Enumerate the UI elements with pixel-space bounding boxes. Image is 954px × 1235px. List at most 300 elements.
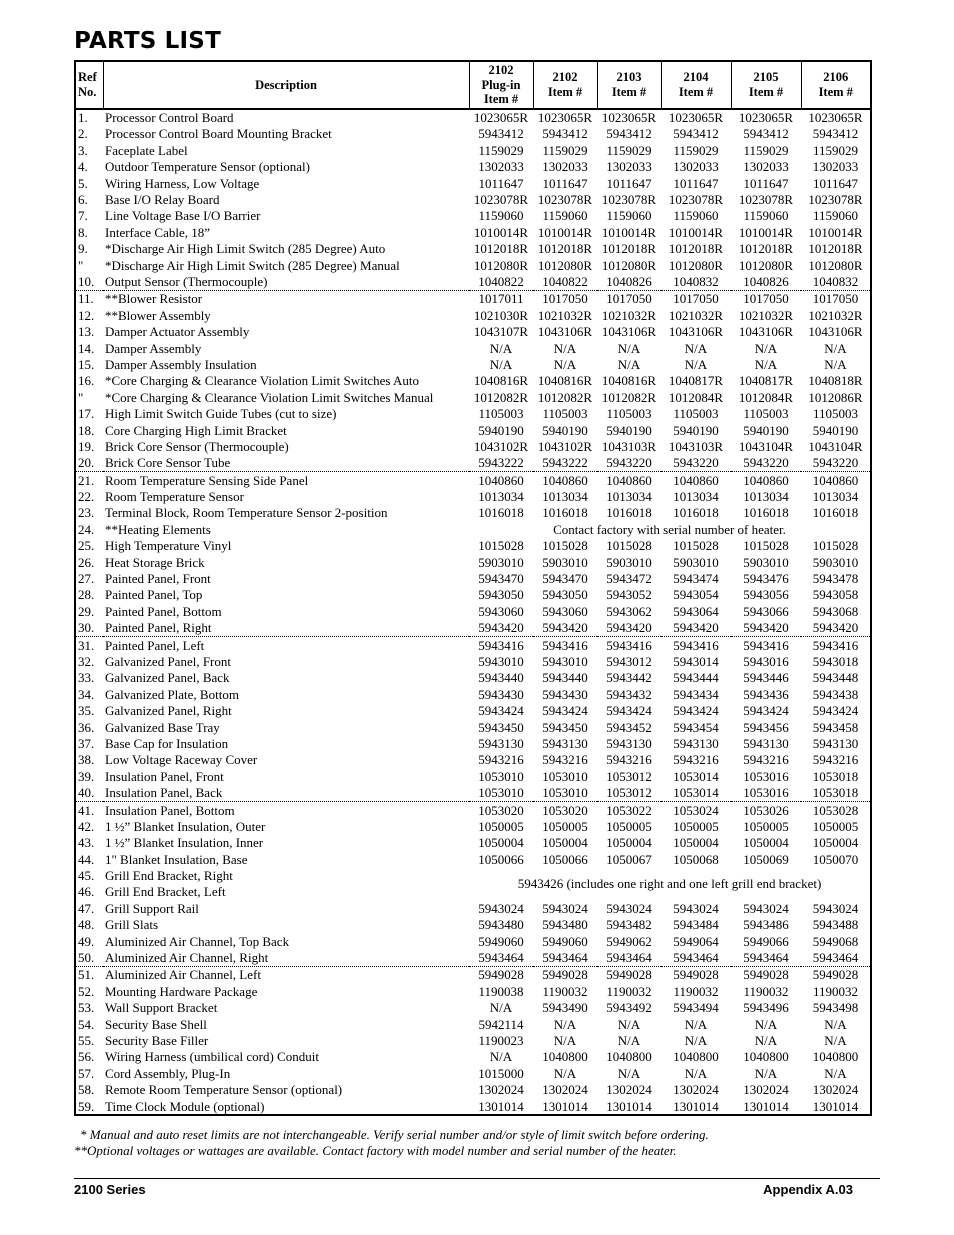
item-number-cell: 1053020 <box>478 802 524 818</box>
ref-no-cell: 22. <box>78 489 95 505</box>
item-number-cell: 1159029 <box>478 142 524 158</box>
item-number-cell: 5943424 <box>673 703 719 719</box>
item-number-cell: 5943220 <box>597 455 661 472</box>
item-number-cell: 5943420 <box>661 620 731 637</box>
table-row <box>75 273 871 290</box>
ref-no-cell: 34. <box>78 686 95 702</box>
description-cell: Security Base Filler <box>105 1032 209 1048</box>
item-number-cell: 5943420 <box>801 620 871 637</box>
item-number-cell: 5943494 <box>673 1000 719 1016</box>
item-number-cell: 5943054 <box>673 587 719 603</box>
item-number-cell: N/A <box>824 1016 847 1032</box>
item-number-cell: 1302033 <box>478 159 524 175</box>
item-number-cell: N/A <box>824 1032 847 1048</box>
item-number-cell: 5943412 <box>606 126 652 142</box>
table-row <box>75 835 871 851</box>
description-cell: Faceplate Label <box>105 142 188 158</box>
ref-no-cell: 53. <box>78 1000 95 1016</box>
item-number-cell: 5943412 <box>478 126 524 142</box>
item-number-cell: 5903010 <box>478 554 524 570</box>
table-row <box>75 603 871 619</box>
item-number-cell: 1050005 <box>542 818 588 834</box>
item-number-cell: 5943018 <box>812 653 859 669</box>
item-number-cell: 5943216 <box>606 752 652 768</box>
description-cell: Brick Core Sensor Tube <box>103 455 469 472</box>
item-number-cell: N/A <box>489 1000 513 1016</box>
item-number-cell: 5943450 <box>542 719 588 735</box>
ref-no-cell: 33. <box>78 670 95 686</box>
item-number-cell: 1302024 <box>743 1082 789 1098</box>
description-cell: *Discharge Air High Limit Switch (285 Degree) Manual <box>105 257 400 273</box>
table-row <box>75 422 871 438</box>
item-number-cell: 5943470 <box>542 571 588 587</box>
table-row <box>75 818 871 834</box>
ref-no-cell: 30. <box>75 620 103 637</box>
item-number-cell: 5940190 <box>812 422 859 438</box>
item-number-cell: 5943464 <box>661 949 731 966</box>
footnote-limits: * Manual and auto reset limits are not interchangeable. Verify serial number and/or style of limit switch before ordering. <box>80 1127 709 1142</box>
item-number-cell: 5943012 <box>606 653 652 669</box>
description-cell: Terminal Block, Room Temperature Sensor 2-position <box>105 505 388 521</box>
table-row <box>75 620 871 637</box>
item-number-cell: 5943068 <box>812 603 859 619</box>
item-number-cell: 5949062 <box>606 933 652 949</box>
table-row <box>75 949 871 966</box>
ref-no-cell: 5. <box>78 175 88 191</box>
table-row <box>75 208 871 224</box>
item-number-cell: 5943480 <box>478 917 524 933</box>
item-number-cell: 1053020 <box>542 802 588 818</box>
item-number-cell: 5943424 <box>743 703 789 719</box>
item-number-cell: 1021032R <box>601 307 657 323</box>
item-number-cell: 1053028 <box>812 802 859 818</box>
item-number-cell: 1053016 <box>743 768 789 784</box>
description-cell: Painted Panel, Front <box>105 571 211 587</box>
ref-no-cell: " <box>78 257 84 273</box>
header-2105: 2105 Item # <box>731 61 801 109</box>
item-number-cell: 1021032R <box>808 307 863 323</box>
item-number-cell: 5943412 <box>673 126 719 142</box>
item-number-cell: 1050004 <box>606 835 652 851</box>
ref-no-cell: 14. <box>78 340 95 356</box>
description-cell: Damper Assembly Insulation <box>105 356 257 372</box>
ref-no-cell: 23. <box>78 505 95 521</box>
item-number-cell: 1105003 <box>478 406 524 422</box>
item-number-cell: 1050004 <box>542 835 588 851</box>
parts-table-container <box>74 60 868 1116</box>
table-row <box>75 1016 871 1032</box>
item-number-cell: 1016018 <box>478 505 524 521</box>
ref-no-cell: 21. <box>78 472 95 488</box>
item-number-cell: 5943492 <box>606 1000 652 1016</box>
item-number-cell: 1012084R <box>738 389 794 405</box>
item-number-cell: 1011647 <box>606 175 652 191</box>
table-row <box>75 373 871 389</box>
ref-no-cell: 17. <box>78 406 95 422</box>
item-number-cell: 5943220 <box>661 455 731 472</box>
item-number-cell: 1043104R <box>738 438 794 454</box>
item-number-cell: 1017011 <box>478 291 524 307</box>
item-number-cell: 5943438 <box>812 686 859 702</box>
item-number-cell: 1040800 <box>743 1049 789 1065</box>
ref-no-cell: 2. <box>78 126 88 142</box>
ref-no-cell: 51. <box>78 967 95 983</box>
item-number-cell: 5943130 <box>673 735 719 751</box>
item-number-cell: 1012084R <box>668 389 724 405</box>
item-number-cell: 5943490 <box>542 1000 588 1016</box>
item-number-cell: 1159060 <box>743 208 789 224</box>
footer-appendix: Appendix A.03 <box>763 1182 853 1197</box>
item-number-cell: 1015028 <box>606 538 652 554</box>
table-row <box>75 142 871 158</box>
item-number-cell: 1159060 <box>673 208 719 224</box>
description-cell: Heat Storage Brick <box>105 554 205 570</box>
item-number-cell: 1050004 <box>673 835 719 851</box>
item-number-cell: N/A <box>489 340 513 356</box>
description-cell: Wall Support Bracket <box>105 1000 218 1016</box>
ref-no-cell: 55. <box>78 1032 95 1048</box>
item-number-cell: 5949028 <box>542 967 588 983</box>
item-number-cell: 5943010 <box>542 653 588 669</box>
item-number-cell: 1190032 <box>743 983 789 999</box>
ref-no-cell: 49. <box>78 933 95 949</box>
item-number-cell: 1040860 <box>673 472 719 488</box>
item-number-cell: 5943464 <box>597 949 661 966</box>
table-row <box>75 389 871 405</box>
item-number-cell: 1015028 <box>478 538 524 554</box>
description-cell: Aluminized Air Channel, Right <box>103 949 469 966</box>
item-number-cell: 5943416 <box>478 637 524 653</box>
item-number-cell: 1159060 <box>812 208 859 224</box>
footer-rule <box>74 1178 880 1179</box>
item-number-cell: 1040860 <box>606 472 652 488</box>
item-number-cell: 5943444 <box>673 670 719 686</box>
item-number-cell: 5943440 <box>478 670 524 686</box>
description-cell: Room Temperature Sensing Side Panel <box>105 472 309 488</box>
description-cell: *Core Charging & Clearance Violation Limit Switches Manual <box>105 389 434 405</box>
item-number-cell: 1043106R <box>808 324 863 340</box>
item-number-cell: 1012082R <box>601 389 657 405</box>
item-number-cell: 1023065R <box>537 110 593 126</box>
item-number-cell: 1040818R <box>808 373 863 389</box>
item-number-cell: 1015028 <box>743 538 789 554</box>
item-number-cell: 1190032 <box>542 983 588 999</box>
item-number-cell: 5943412 <box>542 126 588 142</box>
item-number-cell: 5943496 <box>743 1000 789 1016</box>
description-cell: Room Temperature Sensor <box>105 489 244 505</box>
item-number-cell: 5940190 <box>478 422 524 438</box>
item-number-cell: 1053018 <box>801 785 871 802</box>
ref-no-cell: 6. <box>78 192 88 208</box>
item-number-cell: 1159060 <box>542 208 588 224</box>
item-number-cell: 1017050 <box>812 291 859 307</box>
description-cell: Brick Core Sensor (Thermocouple) <box>105 438 289 454</box>
ref-no-cell: 54. <box>78 1016 95 1032</box>
table-row <box>75 356 871 372</box>
table-row <box>75 224 871 240</box>
item-number-cell: 1010014R <box>537 224 593 240</box>
description-cell: Base Cap for Insulation <box>105 735 229 751</box>
ref-no-cell: 8. <box>78 224 88 240</box>
item-number-cell: N/A <box>754 1065 778 1081</box>
item-number-cell: N/A <box>617 340 641 356</box>
item-number-cell: 5943458 <box>812 719 859 735</box>
ref-no-cell: 11. <box>78 291 94 307</box>
item-number-cell: 1013034 <box>812 489 859 505</box>
item-number-cell: 5943416 <box>743 637 789 653</box>
item-number-cell: 1011647 <box>812 175 859 191</box>
item-number-cell: N/A <box>553 1065 577 1081</box>
table-row <box>75 785 871 802</box>
item-number-cell: 1021032R <box>537 307 593 323</box>
item-number-cell: 5943436 <box>743 686 789 702</box>
ref-no-cell: 24. <box>78 521 95 537</box>
table-row <box>75 472 871 489</box>
description-cell: Mounting Hardware Package <box>105 983 258 999</box>
item-number-cell: 5943456 <box>743 719 789 735</box>
item-number-cell: 1043106R <box>601 324 657 340</box>
ref-no-cell: 31. <box>78 637 95 653</box>
table-row <box>75 340 871 356</box>
description-cell: Insulation Panel, Front <box>105 768 224 784</box>
item-number-cell: 1301014 <box>478 1098 524 1114</box>
ref-no-cell: 43. <box>78 835 95 851</box>
item-number-cell: 1023078R <box>537 192 593 208</box>
description-cell: Painted Panel, Bottom <box>105 603 222 619</box>
item-number-cell: 1043107R <box>473 324 529 340</box>
item-number-cell: 1023065R <box>668 110 724 126</box>
table-row <box>75 438 871 454</box>
description-cell: Aluminized Air Channel, Left <box>105 967 261 983</box>
item-number-cell: 5943464 <box>731 949 801 966</box>
item-number-cell: 1050069 <box>743 851 789 867</box>
table-row <box>75 1082 871 1098</box>
item-number-cell: 1105003 <box>743 406 789 422</box>
item-number-cell: 1040800 <box>606 1049 652 1065</box>
description-cell: Output Sensor (Thermocouple) <box>103 273 469 290</box>
item-number-cell: 1040816R <box>473 373 529 389</box>
header-row <box>75 61 871 109</box>
header-2102: 2102 Item # <box>533 61 597 109</box>
item-number-cell: 1040826 <box>731 273 801 290</box>
item-number-cell: 1053012 <box>597 785 661 802</box>
item-number-cell: 5943130 <box>478 735 524 751</box>
item-number-cell: 5943222 <box>533 455 597 472</box>
item-number-cell: 5943486 <box>743 917 789 933</box>
item-number-cell: 1015028 <box>542 538 588 554</box>
item-number-cell: N/A <box>489 356 513 372</box>
item-number-cell: 1053014 <box>673 768 719 784</box>
table-row <box>75 735 871 751</box>
item-number-cell: 1040800 <box>812 1049 859 1065</box>
item-number-cell: 5903010 <box>673 554 719 570</box>
footnote-options: **Optional voltages or wattages are available. Contact factory with model number and serial number of the heater. <box>74 1143 677 1158</box>
header-description: Description <box>103 61 469 109</box>
item-number-cell: 1159060 <box>478 208 524 224</box>
description-cell: Damper Assembly <box>105 340 202 356</box>
item-number-cell: 1053010 <box>542 768 588 784</box>
item-number-cell: 5943066 <box>743 603 789 619</box>
description-cell: Galvanized Panel, Front <box>105 653 231 669</box>
item-number-cell: 5943130 <box>542 735 588 751</box>
item-number-cell: 1053016 <box>731 785 801 802</box>
description-cell: Insulation Panel, Bottom <box>105 802 235 818</box>
ref-no-cell: 59. <box>78 1098 95 1114</box>
description-cell: Grill End Bracket, Left <box>105 884 226 900</box>
item-number-cell: 1050067 <box>606 851 652 867</box>
description-cell: Time Clock Module (optional) <box>105 1098 265 1114</box>
item-number-cell: 5940190 <box>743 422 789 438</box>
item-number-cell: 5943216 <box>673 752 719 768</box>
item-number-cell: 1050005 <box>743 818 789 834</box>
item-number-cell: 1301014 <box>812 1098 859 1114</box>
item-number-cell: 1159029 <box>743 142 789 158</box>
item-number-cell: 5943216 <box>542 752 588 768</box>
item-number-cell: 1302033 <box>743 159 789 175</box>
item-number-cell: 5943130 <box>743 735 789 751</box>
ref-no-cell: 10. <box>75 273 103 290</box>
table-row <box>75 670 871 686</box>
item-number-cell: 1159060 <box>606 208 652 224</box>
description-cell: Core Charging High Limit Bracket <box>105 422 287 438</box>
item-number-cell: 1302033 <box>606 159 652 175</box>
ref-no-cell: 28. <box>78 587 95 603</box>
ref-no-cell: 3. <box>78 142 88 158</box>
item-number-cell: N/A <box>824 340 847 356</box>
item-number-cell: 1012086R <box>808 389 863 405</box>
table-row <box>75 801 871 818</box>
item-number-cell: 1013034 <box>542 489 588 505</box>
item-number-cell: 1302024 <box>542 1082 588 1098</box>
item-number-cell: 5942114 <box>478 1016 524 1032</box>
parts-table-body <box>75 109 871 1116</box>
item-number-cell: 1053024 <box>673 802 719 818</box>
item-number-cell: 1050066 <box>542 851 588 867</box>
item-number-cell: N/A <box>553 1016 577 1032</box>
item-number-cell: 5943216 <box>743 752 789 768</box>
item-number-cell: 1012080R <box>738 257 794 273</box>
item-number-cell: N/A <box>754 1016 778 1032</box>
item-number-cell: 1050005 <box>673 818 719 834</box>
item-number-cell: 5943060 <box>478 603 524 619</box>
item-number-cell: N/A <box>617 1016 641 1032</box>
item-number-cell: 5943050 <box>478 587 524 603</box>
item-number-cell: 5943430 <box>478 686 524 702</box>
item-number-cell: 5943024 <box>673 900 719 916</box>
item-number-cell: 1040816R <box>601 373 657 389</box>
item-number-cell: 1190032 <box>812 983 859 999</box>
item-number-cell: 1012018R <box>738 241 794 257</box>
ref-no-cell: 44. <box>78 851 95 867</box>
item-number-cell: 1016018 <box>673 505 719 521</box>
item-number-cell: 1013034 <box>743 489 789 505</box>
item-number-cell: 1016018 <box>812 505 859 521</box>
item-number-cell: 1017050 <box>743 291 789 307</box>
table-row <box>75 554 871 570</box>
item-number-cell: 5943476 <box>743 571 789 587</box>
description-cell: Galvanized Plate, Bottom <box>105 686 239 702</box>
item-number-cell: 5940190 <box>606 422 652 438</box>
item-number-cell: 5943412 <box>812 126 859 142</box>
ref-no-cell: 26. <box>78 554 95 570</box>
ref-no-cell: 7. <box>78 208 88 224</box>
item-number-cell: 1011647 <box>542 175 588 191</box>
ref-no-cell: 29. <box>78 603 95 619</box>
item-number-cell: 1159029 <box>673 142 719 158</box>
item-number-cell: 5943416 <box>812 637 859 653</box>
table-row <box>75 159 871 175</box>
item-number-cell: 5943058 <box>812 587 859 603</box>
item-number-cell: 5943434 <box>673 686 719 702</box>
ref-no-cell: 50. <box>75 949 103 966</box>
item-number-cell: 1159029 <box>812 142 859 158</box>
item-number-cell: 5943442 <box>606 670 652 686</box>
item-number-cell: 1043106R <box>668 324 724 340</box>
item-number-cell: N/A <box>553 356 577 372</box>
item-number-cell: 1023078R <box>601 192 657 208</box>
ref-no-cell: 15. <box>78 356 95 372</box>
item-number-cell: 1040860 <box>812 472 859 488</box>
item-number-cell: 5943484 <box>673 917 719 933</box>
item-number-cell: 1043102R <box>473 438 529 454</box>
note-cell: Contact factory with serial number of heater. <box>553 521 786 537</box>
ref-no-cell: 46. <box>78 884 95 900</box>
item-number-cell: 1013034 <box>478 489 524 505</box>
item-number-cell: 1013034 <box>673 489 719 505</box>
table-row <box>75 933 871 949</box>
item-number-cell: 5943220 <box>731 455 801 472</box>
ref-no-cell: 16. <box>78 373 95 389</box>
item-number-cell: 5949064 <box>673 933 719 949</box>
table-row <box>75 488 871 504</box>
item-number-cell: N/A <box>617 1065 641 1081</box>
item-number-cell: 5943416 <box>606 637 652 653</box>
item-number-cell: 5943024 <box>542 900 588 916</box>
item-number-cell: 5949028 <box>673 967 719 983</box>
item-number-cell: 5943130 <box>812 735 859 751</box>
header-2106: 2106 Item # <box>801 61 871 109</box>
item-number-cell: N/A <box>824 1065 847 1081</box>
item-number-cell: 1050005 <box>478 818 524 834</box>
item-number-cell: 5943216 <box>478 752 524 768</box>
description-cell: Processor Control Board <box>105 110 234 126</box>
item-number-cell: 5943420 <box>469 620 533 637</box>
item-number-cell: 5943446 <box>743 670 789 686</box>
item-number-cell: 5943050 <box>542 587 588 603</box>
description-cell: Wiring Harness, Low Voltage <box>105 175 260 191</box>
item-number-cell: 5943478 <box>812 571 859 587</box>
item-number-cell: 1105003 <box>673 406 719 422</box>
item-number-cell: 5943016 <box>743 653 789 669</box>
item-number-cell: 5943056 <box>743 587 789 603</box>
item-number-cell: 1105003 <box>542 406 588 422</box>
page-title: PARTS LIST <box>74 28 221 54</box>
item-number-cell: 1050004 <box>743 835 789 851</box>
item-number-cell: 5949028 <box>478 967 524 983</box>
description-cell: Cord Assembly, Plug-In <box>105 1065 231 1081</box>
description-cell: Damper Actuator Assembly <box>105 324 250 340</box>
item-number-cell: 1301014 <box>743 1098 789 1114</box>
item-number-cell: N/A <box>684 340 708 356</box>
item-number-cell: 1301014 <box>542 1098 588 1114</box>
item-number-cell: 5943452 <box>606 719 652 735</box>
table-row <box>75 719 871 735</box>
item-number-cell: 1050005 <box>812 818 859 834</box>
footer-series: 2100 Series <box>74 1182 146 1197</box>
description-cell: **Blower Assembly <box>105 307 211 323</box>
ref-no-cell: 39. <box>78 768 95 784</box>
item-number-cell: 1302024 <box>478 1082 524 1098</box>
